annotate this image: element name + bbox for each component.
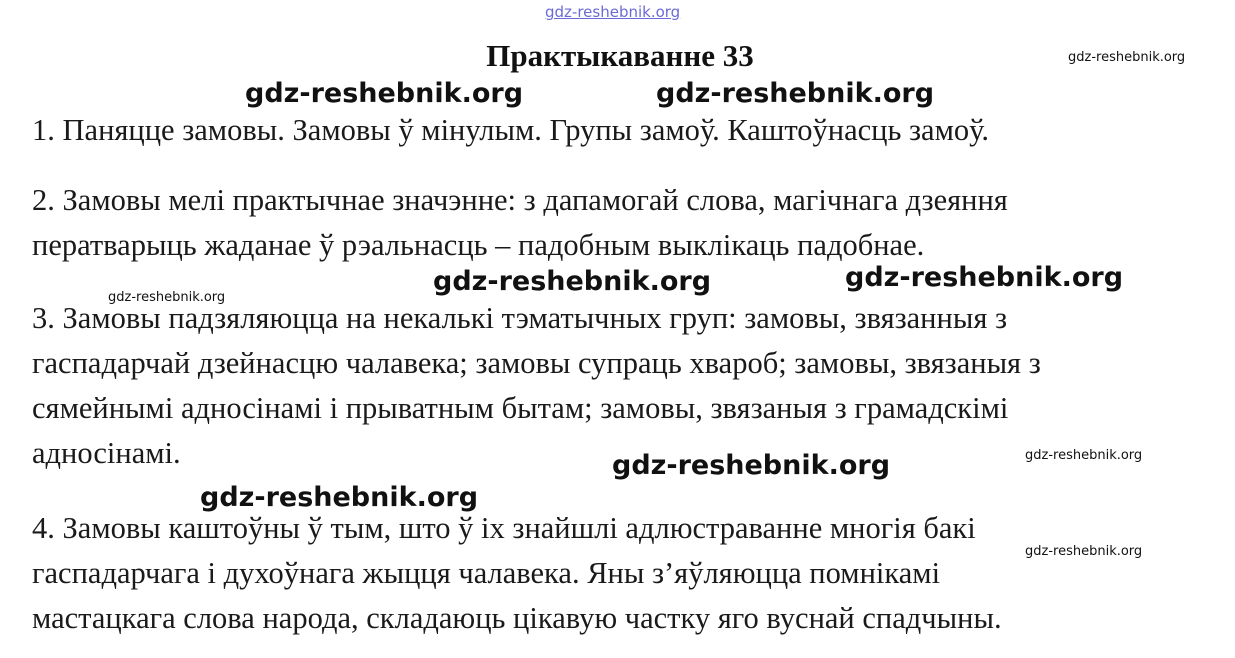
page-title: Практыкаванне 33 (486, 38, 754, 73)
paragraph-line: ператварыць жаданае ў рэальнасць – падобным выклікаць падобнае. (32, 228, 925, 262)
watermark: gdz-reshebnik.org (245, 78, 524, 109)
paragraph-line: 2. Замовы мелі практычнае значэнне: з дапамогай слова, магічнага дзеяння (32, 183, 1008, 217)
watermark: gdz-reshebnik.org (200, 482, 479, 513)
paragraph-2 (32, 178, 1212, 268)
paragraph-line: сямейнымі адносінамі і прыватным бытам; замовы, звязаныя з грамадскімі (32, 391, 1009, 425)
paragraph-line: 1. Паняцце замовы. Замовы ў мінулым. Групы замоў. Каштоўнасць замоў. (32, 113, 989, 147)
watermark: gdz-reshebnik.org (545, 3, 681, 21)
paragraph-4 (32, 506, 1212, 641)
watermark: gdz-reshebnik.org (612, 450, 891, 481)
paragraph-1 (32, 108, 1212, 153)
watermark: gdz-reshebnik.org (845, 262, 1124, 293)
paragraph-line: гаспадарчага і духоўнага жыцця чалавека. Яны з’яўляюцца помнікамі (32, 556, 941, 590)
watermark: gdz-reshebnik.org (1068, 50, 1186, 65)
watermark: gdz-reshebnik.org (656, 78, 935, 109)
paragraph-line: адносінамі. (32, 436, 181, 470)
paragraph-line: 3. Замовы падзяляюцца на некалькі тэматычных груп: замовы, звязанныя з (32, 301, 1008, 335)
paragraph-line: 4. Замовы каштоўны ў тым, што ў іх знайшлі адлюстраванне многія бакі (32, 511, 976, 545)
watermark: gdz-reshebnik.org (1025, 544, 1143, 559)
paragraph-line: гаспадарчай дзейнасцю чалавека; замовы супраць хвароб; замовы, звязаныя з (32, 346, 1041, 380)
paragraph-line: мастацкага слова народа, складаюць цікавую частку яго вуснай спадчыны. (32, 601, 1002, 635)
watermark: gdz-reshebnik.org (1025, 448, 1143, 463)
watermark: gdz-reshebnik.org (108, 290, 226, 305)
watermark: gdz-reshebnik.org (433, 266, 712, 297)
